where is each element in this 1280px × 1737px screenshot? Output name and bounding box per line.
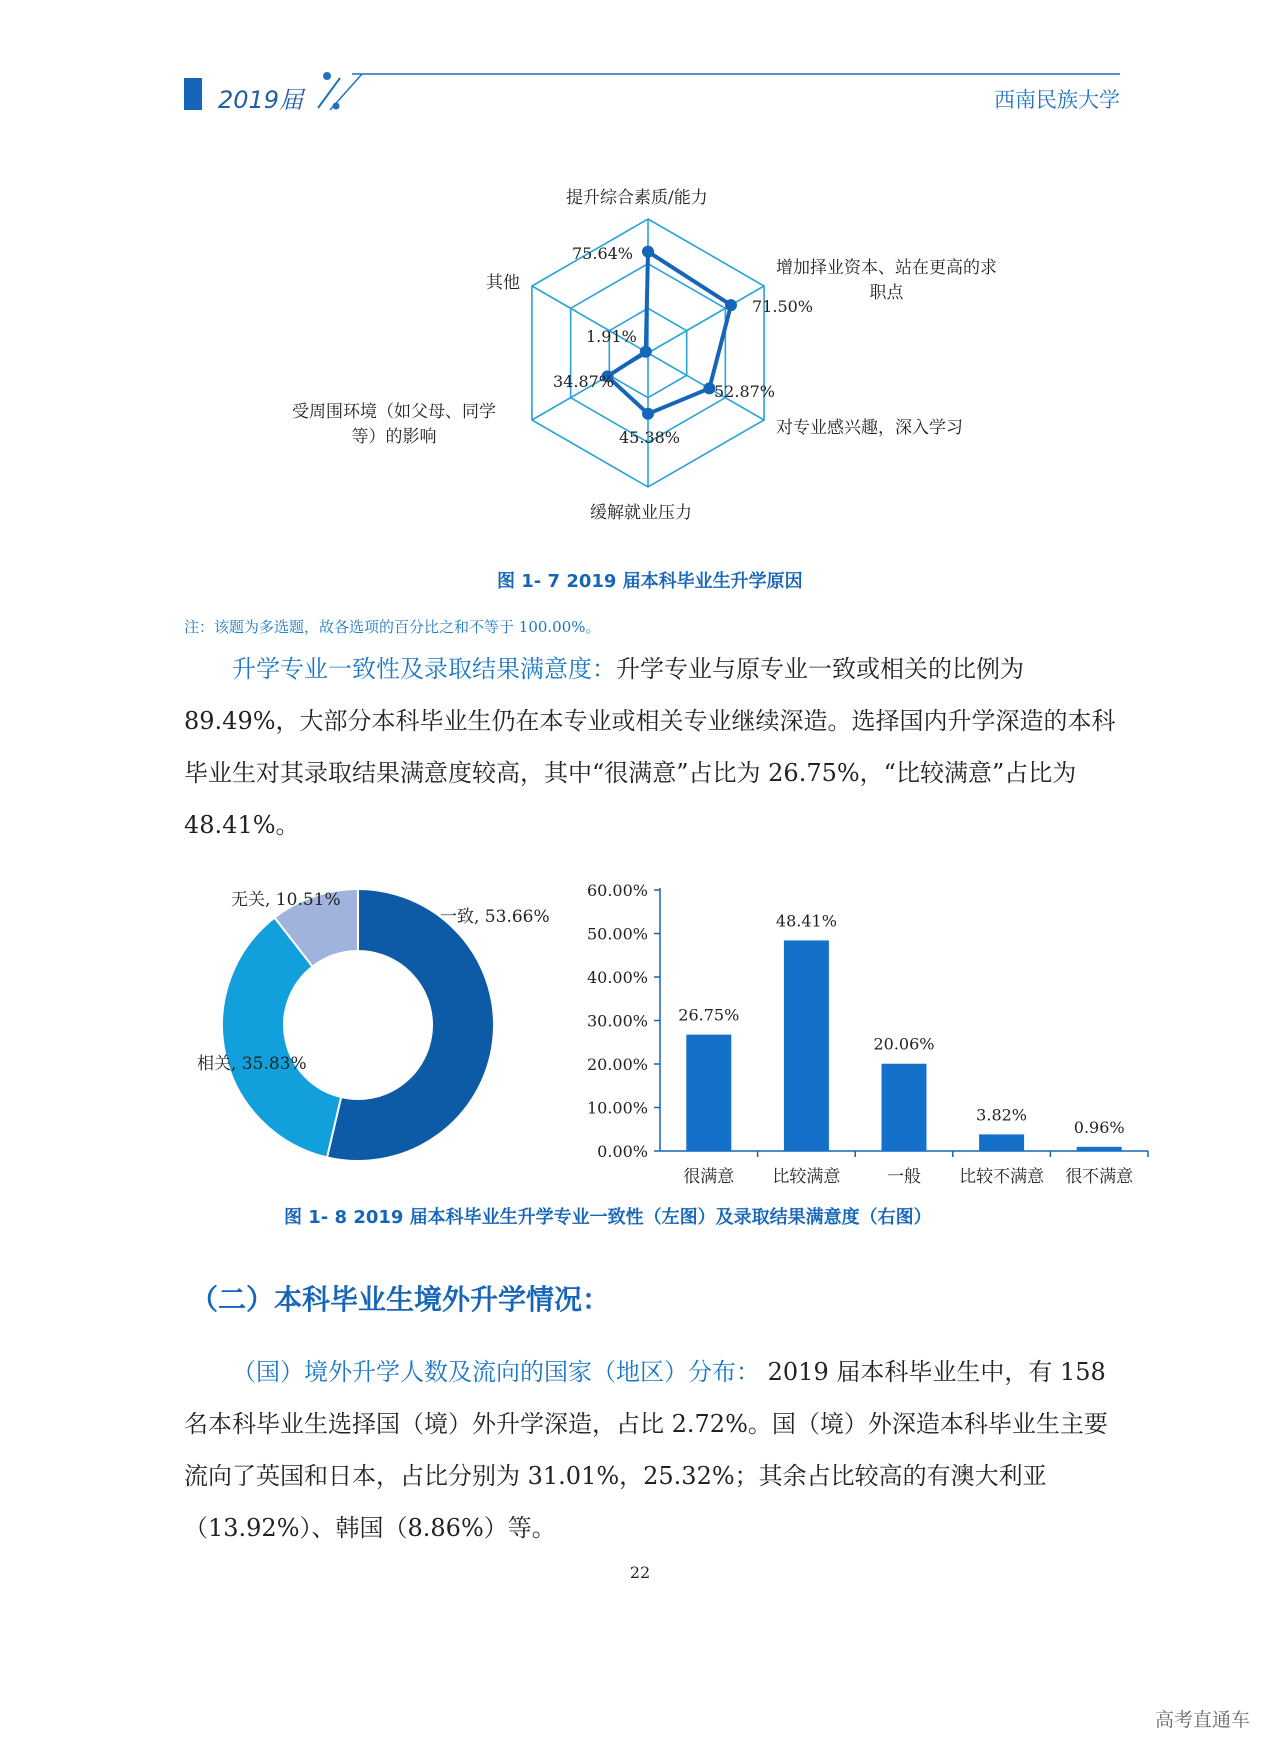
paragraph-2-text: 2019 届本科毕业生中，有 158 名本科毕业生选择国（境）外升学深造，占比 2.72%。国（境）外深造本科毕业生主要流向了英国和日本，占比分别为 31.01%，25.32%；其余占比较高的有澳大利亚（13.92%）、韩国（8.86%）等。 <box>184 1358 1108 1542</box>
radar-axis-label-1-line2: 职点 <box>869 283 904 303</box>
radar-axis-label-4-line2: 等）的影响 <box>351 427 437 447</box>
radar-point-3 <box>642 408 654 420</box>
radar-value-label-2: 52.87% <box>714 382 776 401</box>
header-school-name: 西南民族大学 <box>994 88 1120 112</box>
bar-value-label: 26.75% <box>678 1005 740 1025</box>
bar-category-label: 很不满意 <box>1065 1167 1134 1187</box>
watermark: 高考直通车 <box>1154 1709 1250 1731</box>
bar-value-label: 0.96% <box>1073 1117 1125 1137</box>
bar-比较满意 <box>784 940 829 1151</box>
radar-value-label-0: 75.64% <box>572 244 634 263</box>
donut-label-unrelated: 无关, 10.51% <box>231 890 341 910</box>
radar-value-label-1: 71.50% <box>752 297 814 316</box>
donut-label-related: 相关, 35.83% <box>197 1054 307 1074</box>
radar-point-5 <box>640 346 652 358</box>
bar-category-label: 比较满意 <box>772 1167 841 1187</box>
bar-category-label: 比较不满意 <box>959 1167 1045 1187</box>
paragraph-overseas-distribution <box>184 1346 1124 1554</box>
bar-category-label: 一般 <box>887 1167 921 1187</box>
radar-point-1 <box>725 299 737 311</box>
bar-很不满意 <box>1077 1147 1122 1151</box>
radar-value-label-3: 45.38% <box>619 428 681 447</box>
radar-axis-label-2: 对专业感兴趣，深入学习 <box>776 418 963 438</box>
paragraph-1-text: 升学专业与原专业一致或相关的比例为 89.49%，大部分本科毕业生仍在本专业或相关专业继续深造。选择国内升学深造的本科毕业生对其录取结果满意度较高，其中“很满意”占比为 26.75%，“比较满意”占比为 48.41%。 <box>184 655 1116 839</box>
radar-axis-label-5: 其他 <box>486 273 520 293</box>
bar-value-label: 48.41% <box>775 911 837 931</box>
bar-category-label: 很满意 <box>683 1167 735 1187</box>
header-year: 2019届 <box>218 86 304 114</box>
radar-axis-label-0: 提升综合素质/能力 <box>566 188 708 208</box>
radar-axis-label-4 <box>292 400 496 450</box>
radar-axis-label-3: 缓解就业压力 <box>590 503 692 523</box>
radar-axis-label-1-line1: 增加择业资本、站在更高的求 <box>776 258 997 278</box>
radar-value-label-5: 1.91% <box>586 327 637 346</box>
figure-8-caption: 图 1- 8 2019 届本科毕业生升学专业一致性（左图）及录取结果满意度（右图） <box>284 1207 932 1228</box>
bar-ytick-label: 0.00% <box>597 1142 648 1161</box>
bar-很满意 <box>686 1035 731 1151</box>
bar-chart <box>560 870 1160 1190</box>
bar-ytick-label: 60.00% <box>586 881 648 900</box>
paragraph-2-highlight: （国）境外升学人数及流向的国家（地区）分布： <box>232 1358 760 1386</box>
bar-ytick-label: 30.00% <box>586 1011 648 1031</box>
bar-一般 <box>882 1064 927 1151</box>
radar-svg <box>0 0 1280 560</box>
radar-point-0 <box>642 246 654 258</box>
radar-axis-label-4-line1: 受周围环境（如父母、同学 <box>292 402 496 422</box>
paragraph-1-highlight: 升学专业一致性及录取结果满意度： <box>232 655 616 683</box>
radar-chart <box>0 0 1280 560</box>
radar-spoke-1 <box>648 286 764 353</box>
bar-ytick-label: 10.00% <box>586 1098 648 1118</box>
bar-比较不满意 <box>979 1134 1024 1151</box>
paragraph-admission-satisfaction <box>184 643 1124 851</box>
radar-value-label-4: 34.87% <box>553 372 615 391</box>
page-number: 22 <box>629 1563 651 1582</box>
donut-label-consistent: 一致, 53.66% <box>440 907 550 927</box>
bar-value-label: 20.06% <box>873 1034 935 1054</box>
figure-7-note: 注：该题为多选题，故各选项的百分比之和不等于 100.00%。 <box>184 618 601 636</box>
bar-ytick-label: 20.00% <box>586 1055 648 1074</box>
figure-7-caption: 图 1- 7 2019 届本科毕业生升学原因 <box>497 571 803 592</box>
section-title-overseas: （二）本科毕业生境外升学情况： <box>190 1283 611 1316</box>
bar-ytick-label: 40.00% <box>586 968 648 987</box>
bar-ytick-label: 50.00% <box>586 924 648 944</box>
bar-value-label: 3.82% <box>976 1105 1028 1125</box>
